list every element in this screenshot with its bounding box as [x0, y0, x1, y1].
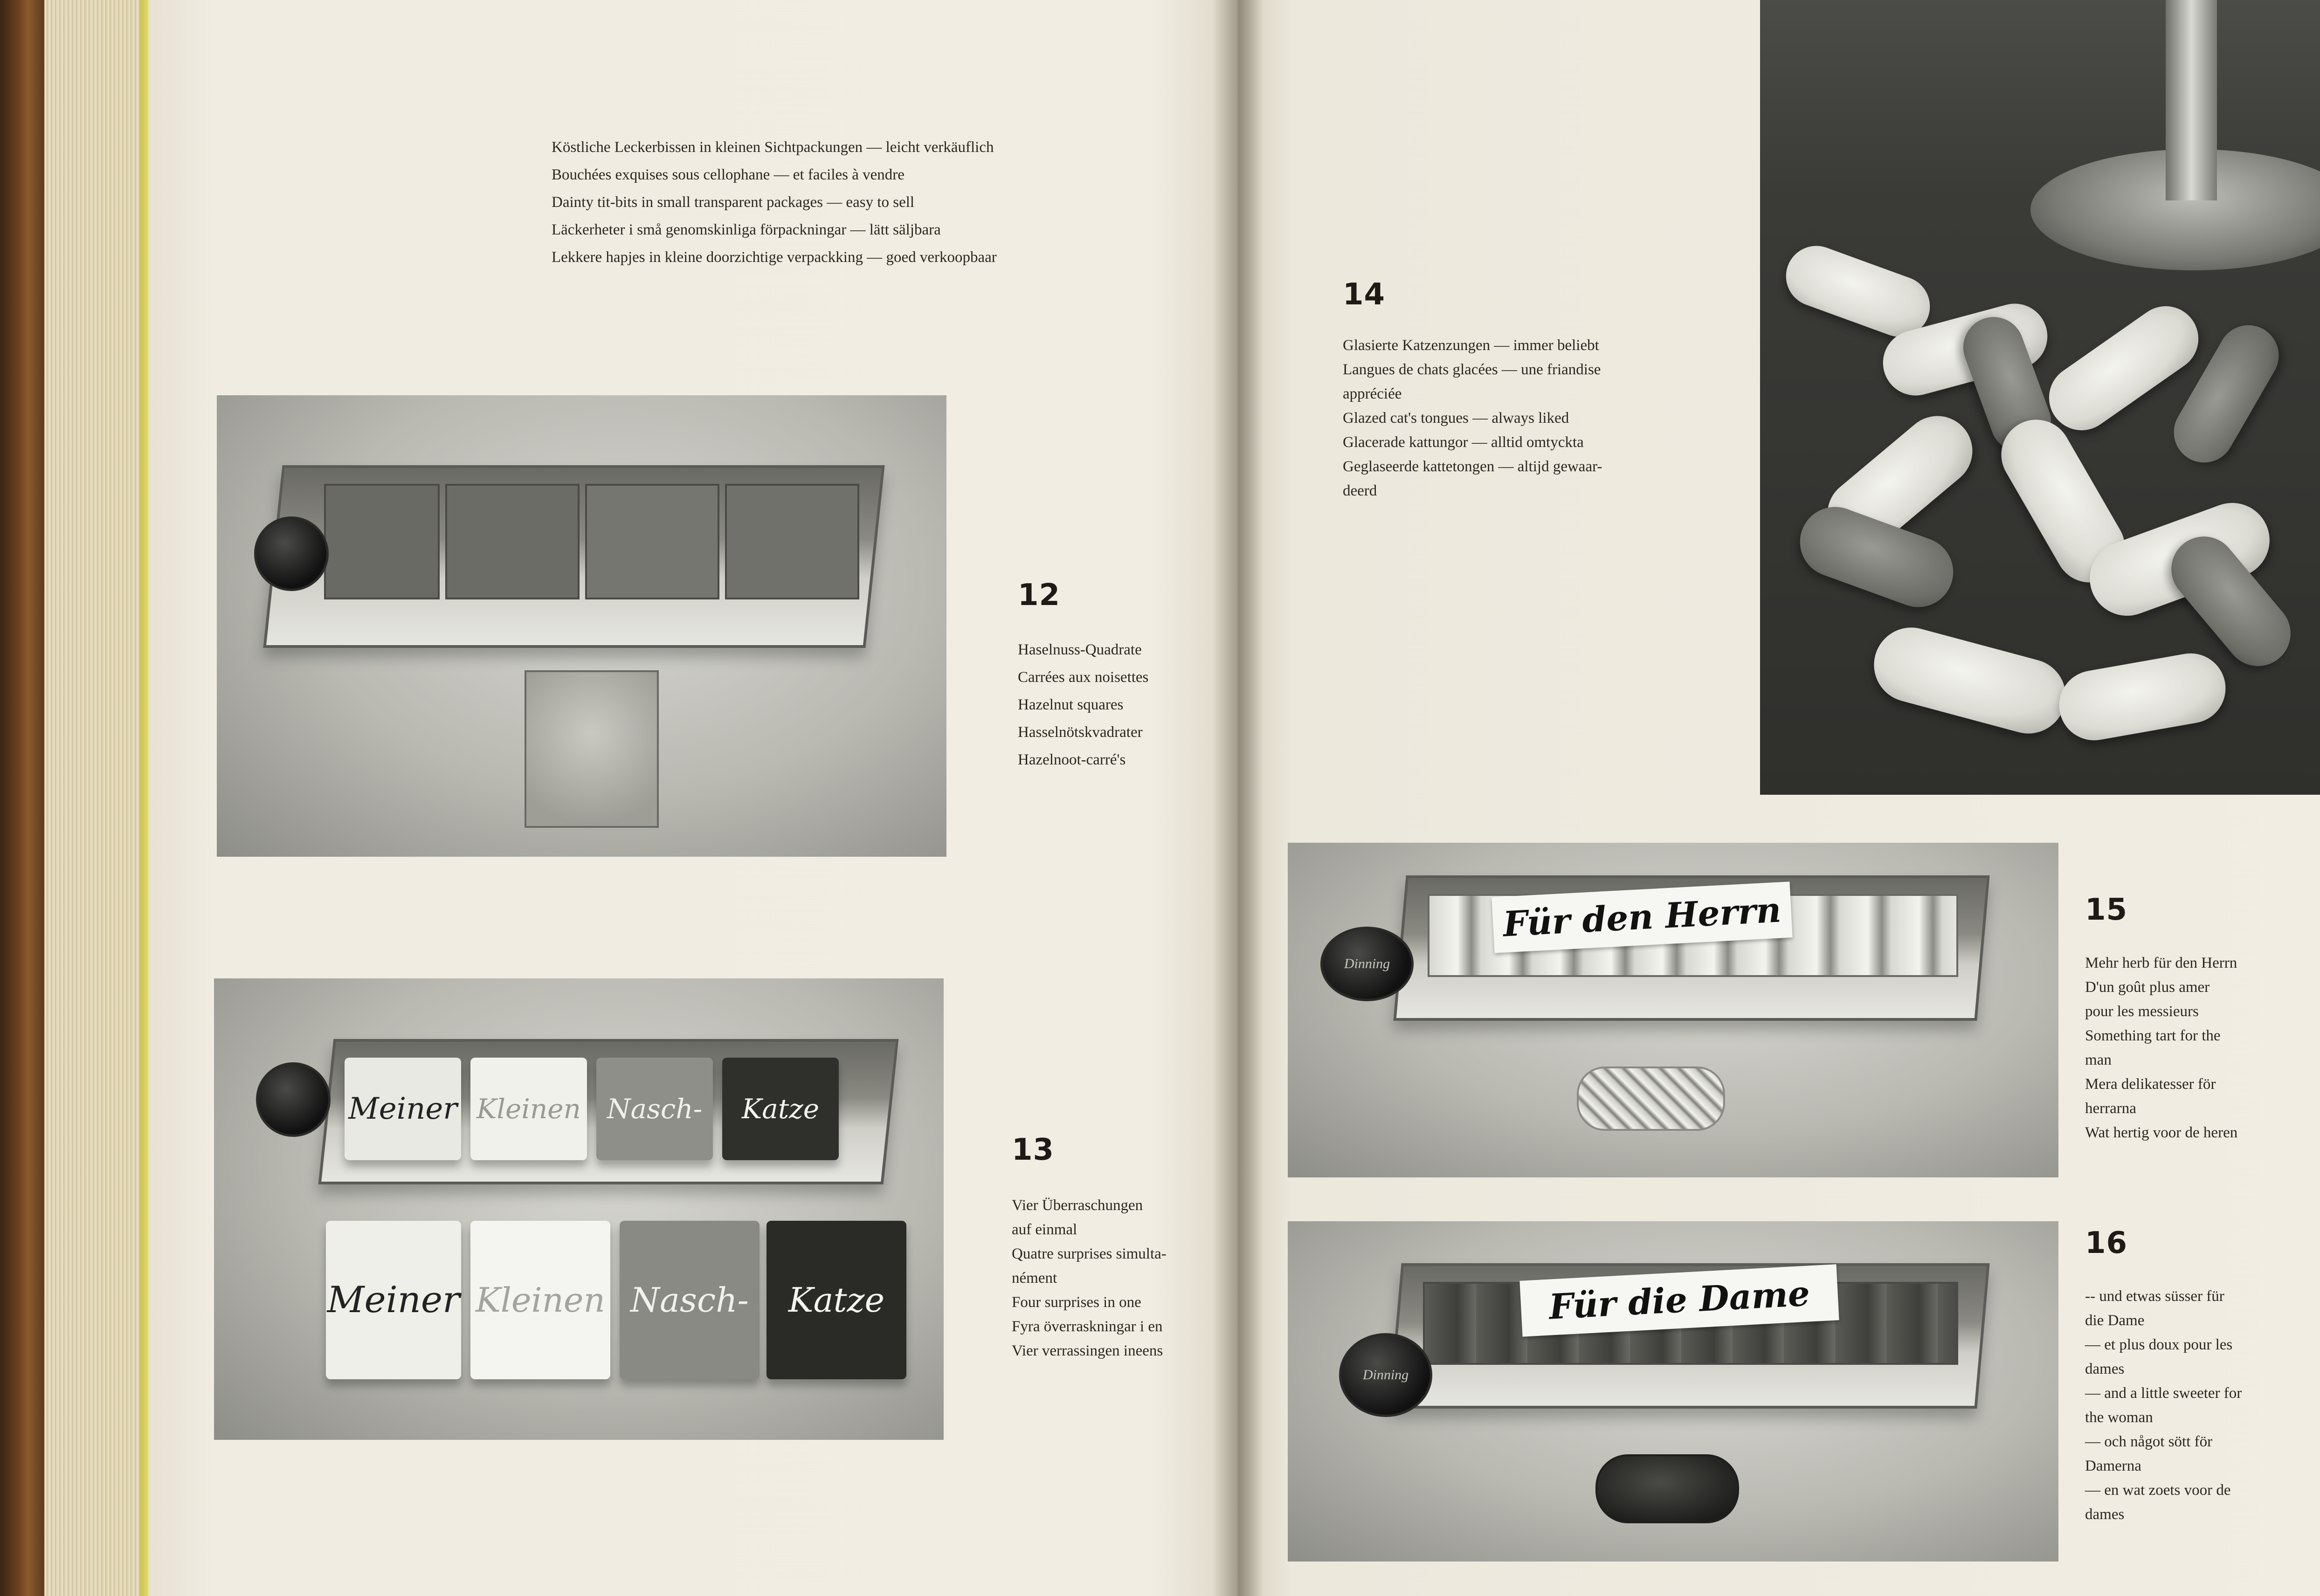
caption-line: man [2085, 1052, 2112, 1068]
caption-line: herrarna [2085, 1100, 2136, 1117]
caption-line: Glazed cat's tongues — always liked [1343, 410, 1569, 427]
surprise-square [470, 1221, 610, 1379]
wax-seal [256, 1062, 331, 1137]
caption-line: Vier verrassingen ineens [1012, 1342, 1163, 1359]
caption-line: Haselnuss-Quadrate [1018, 641, 1142, 658]
caption-line: -- und etwas süsser für [2085, 1288, 2224, 1305]
caption-line: Geglaseerde kattetongen — altijd gewaar- [1343, 458, 1602, 475]
caption-line: die Dame [2085, 1312, 2145, 1329]
caption-line: Glasierte Katzenzungen — immer beliebt [1343, 337, 1599, 354]
surprise-square-boxed [345, 1058, 461, 1160]
surprise-square-boxed [722, 1058, 839, 1160]
intro-line: Dainty tit-bits in small transparent packages — easy to sell [552, 194, 915, 211]
caption-line: Quatre surprises simulta- [1012, 1245, 1167, 1262]
caption-line: dames [2085, 1361, 2125, 1377]
caption-line: Fyra överraskningar i en [1012, 1318, 1163, 1335]
surprise-square-boxed [470, 1058, 587, 1160]
square-lettering: Kleinen [476, 1093, 581, 1125]
surprise-square [620, 1221, 760, 1379]
intro-line: Läckerheter i små genomskinliga förpackningar — lätt säljbara [552, 221, 941, 238]
item-number-16: 16 [2085, 1226, 2128, 1260]
photo-for-the-lady [1288, 1221, 2058, 1562]
caption-line: appréciée [1343, 385, 1402, 402]
surprise-square [326, 1221, 461, 1379]
caption-line: Langues de chats glacées — une friandise [1343, 361, 1601, 378]
photo-four-surprises [214, 978, 944, 1440]
item16-caption [2085, 1284, 2242, 1527]
caption-line: nément [1012, 1270, 1057, 1286]
intro-line: Köstliche Leckerbissen in kleinen Sichtpackungen — leicht verkäuflich [552, 139, 994, 156]
caption-line: — och något sött för [2085, 1433, 2213, 1450]
book-cover-edge [0, 0, 51, 1596]
wax-seal [254, 516, 329, 591]
caption-line: Mehr herb für den Herrn [2085, 955, 2237, 971]
square-lettering: Kleinen [476, 1280, 605, 1320]
box-label-text: Für den Herrn [1502, 890, 1782, 945]
caption-line: auf einmal [1012, 1221, 1077, 1238]
caption-line: deerd [1343, 482, 1377, 499]
item12-caption [1018, 636, 1148, 774]
caption-line: Vier Überraschungen [1012, 1197, 1143, 1214]
caption-line: Hazelnut squares [1018, 696, 1124, 713]
chocolate-loose [1595, 1454, 1739, 1523]
caption-line: Mera delikatesser för [2085, 1076, 2216, 1093]
caption-line: Glacerade kattungor — alltid omtyckta [1343, 434, 1584, 451]
item15-caption [2085, 951, 2237, 1145]
praline-loose [1577, 1066, 1725, 1131]
caption-line: the woman [2085, 1409, 2153, 1426]
wax-seal [1339, 1333, 1432, 1417]
page-block-edge [44, 0, 152, 1596]
box-label-text: Für die Dame [1548, 1273, 1811, 1328]
intro-line: Lekkere hapjes in kleine doorzichtige verpackking — goed verkoopbaar [552, 249, 997, 266]
item13-caption [1012, 1193, 1167, 1363]
square-lettering: Katze [741, 1093, 820, 1125]
caption-line: D'un goût plus amer [2085, 979, 2210, 996]
seal-text: Dinning [1344, 956, 1390, 971]
intro-line: Bouchées exquises sous cellophane — et faciles à vendre [552, 166, 905, 183]
hazelnut-square [725, 484, 859, 599]
caption-line: Hazelnoot-carré's [1018, 751, 1126, 768]
caption-line: pour les messieurs [2085, 1003, 2199, 1020]
intro-text [552, 134, 997, 271]
wax-seal [1320, 927, 1414, 1001]
hazelnut-square [445, 484, 580, 599]
goblet [2166, 0, 2217, 200]
photo-hazelnut-squares [217, 395, 946, 857]
square-lettering: Nasch- [607, 1093, 703, 1125]
square-lettering: Meiner [348, 1092, 457, 1126]
caption-line: Wat hertig voor de heren [2085, 1124, 2238, 1141]
caption-line: Something tart for the [2085, 1027, 2221, 1044]
photo-cats-tongues [1760, 0, 2320, 795]
caption-line: Carrées aux noisettes [1018, 669, 1149, 686]
caption-line: Four surprises in one [1012, 1294, 1141, 1311]
biscuit [2054, 648, 2231, 746]
hazelnut-square [585, 484, 719, 599]
caption-line: — en wat zoets voor de [2085, 1482, 2231, 1499]
item-number-15: 15 [2085, 893, 2128, 927]
square-lettering: Nasch- [630, 1280, 749, 1320]
seal-text: Dinning [1362, 1367, 1409, 1383]
caption-line: — and a little sweeter for [2085, 1385, 2242, 1402]
surprise-square [766, 1221, 906, 1379]
biscuit [1865, 619, 2074, 742]
caption-line: — et plus doux pour les [2085, 1336, 2233, 1353]
surprise-square-boxed [596, 1058, 713, 1160]
caption-line: Damerna [2085, 1458, 2141, 1474]
caption-line: Hasselnötskvadrater [1018, 724, 1143, 741]
square-lettering: Katze [788, 1280, 885, 1320]
item-number-12: 12 [1018, 578, 1061, 612]
hazelnut-square [324, 484, 440, 599]
item-number-14: 14 [1343, 277, 1386, 312]
book-gutter [1212, 0, 1264, 1596]
square-lettering: Meiner [327, 1279, 460, 1321]
hazelnut-square-loose [525, 670, 659, 828]
page-edge-tab [140, 0, 149, 1596]
caption-line: dames [2085, 1506, 2125, 1523]
item-number-13: 13 [1012, 1133, 1055, 1167]
item14-caption [1343, 333, 1602, 503]
photo-for-the-gentleman [1288, 843, 2058, 1177]
